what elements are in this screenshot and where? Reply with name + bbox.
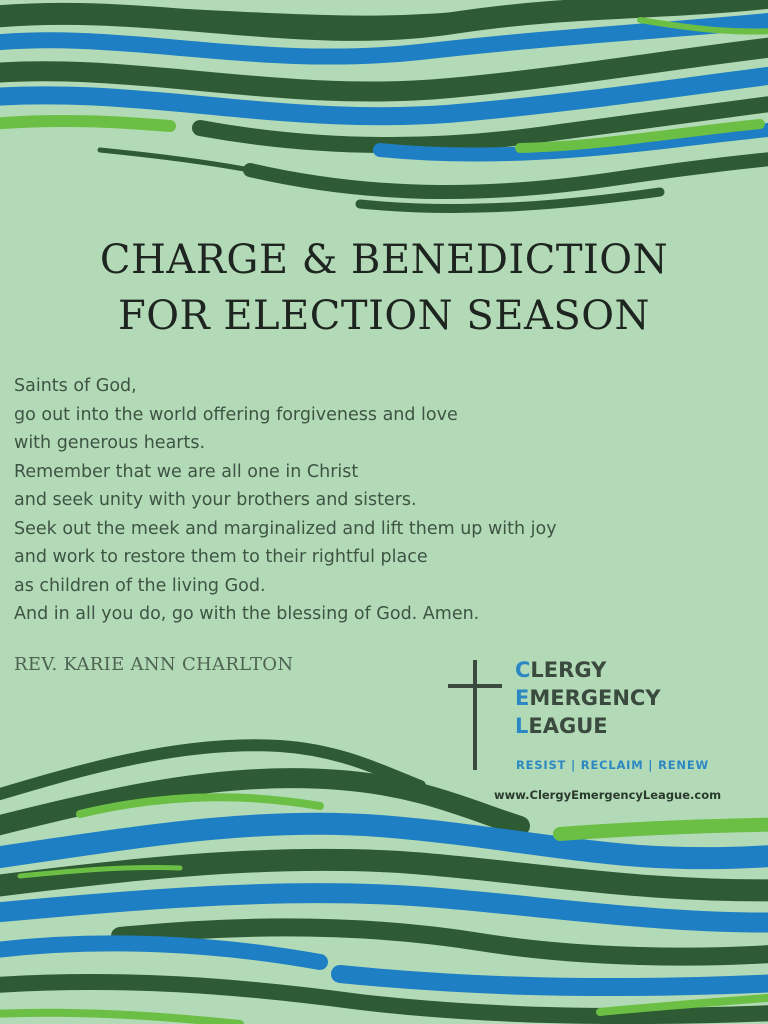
org-word-rest: LERGY (530, 658, 607, 682)
bottom-wave-decoration (0, 730, 768, 1024)
org-word-rest: EAGUE (528, 714, 608, 738)
benediction-line: go out into the world offering forgiveness and love (14, 404, 458, 425)
org-word-rest: MERGENCY (529, 686, 661, 710)
benediction-line: Seek out the meek and marginalized and lift them up with joy (14, 518, 557, 539)
page-title (0, 232, 768, 344)
title-line-2: FOR ELECTION SEASON (117, 293, 651, 339)
benediction-text (14, 372, 754, 629)
org-initial-e: E (515, 686, 530, 710)
benediction-line: as children of the living God. (14, 575, 266, 596)
organization-name (515, 656, 661, 740)
benediction-line: Saints of God, (14, 376, 137, 396)
benediction-line: and seek unity with your brothers and sisters. (14, 490, 417, 510)
benediction-line: with generous hearts. (14, 433, 206, 453)
benediction-line: And in all you do, go with the blessing of God. Amen. (14, 604, 480, 624)
org-name-line-1 (515, 656, 661, 684)
benediction-line: and work to restore them to their rightful place (14, 547, 428, 567)
title-line-1: CHARGE & BENEDICTION (99, 237, 669, 283)
org-name-line-2 (515, 684, 661, 712)
website-url: www.ClergyEmergencyLeague.com (494, 788, 722, 802)
organization-tagline: RESIST | RECLAIM | RENEW (516, 758, 709, 772)
org-initial-c: C (515, 658, 531, 682)
benediction-line: Remember that we are all one in Christ (14, 461, 359, 482)
org-initial-l: L (515, 714, 529, 738)
author-credit: REV. KARIE ANN CHARLTON (14, 654, 294, 675)
top-wave-decoration (0, 0, 768, 230)
